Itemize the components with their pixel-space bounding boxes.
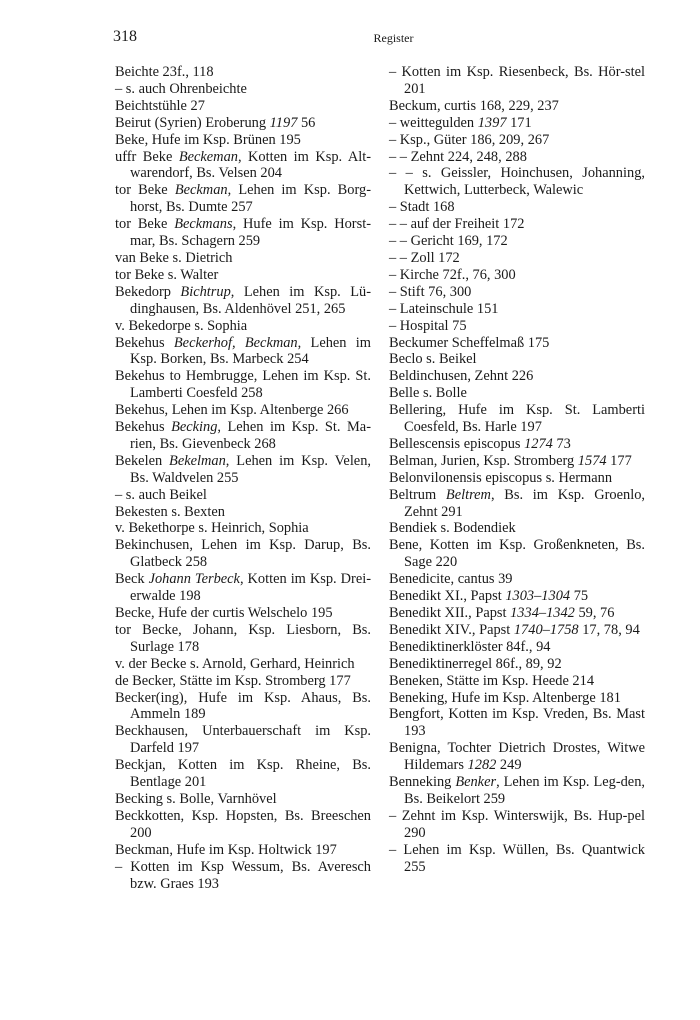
index-entry: Benedicite, cantus 39 — [389, 571, 513, 588]
index-entry: Beck Johann Terbeck, Kotten im Ksp. Drei-erwalde 198 — [115, 571, 371, 605]
index-entry: Bellering, Hufe im Ksp. St. Lamberti Coesfeld, Bs. Harle 197 — [389, 402, 645, 436]
index-entry: Beldinchusen, Zehnt 226 — [389, 368, 534, 385]
index-entry: Beichte 23f., 118 — [115, 64, 214, 80]
index-entry: Beckjan, Kotten im Ksp. Rheine, Bs. Bentlage 201 — [115, 757, 371, 791]
index-entry: Beckhausen, Unterbauerschaft im Ksp. Darfeld 197 — [115, 723, 371, 757]
index-entry: Becke, Hufe der curtis Welschelo 195 — [115, 605, 333, 621]
index-column-left — [115, 64, 371, 892]
index-entry: Beclo s. Beikel — [389, 351, 477, 368]
index-entry: – Stift 76, 300 — [389, 283, 472, 300]
index-entry: – Stadt 168 — [389, 199, 455, 216]
index-entry: – – Gericht 169, 172 — [389, 233, 508, 250]
index-entry: Benedikt XIV., Papst 1740–1758 17, 78, 94 — [389, 621, 640, 638]
index-entry: Beneken, Stätte im Ksp. Heede 214 — [389, 672, 595, 689]
index-entry: Benedikt XI., Papst 1303–1304 75 — [389, 588, 589, 605]
index-entry: v. Bekethorpe s. Heinrich, Sophia — [115, 520, 309, 537]
index-entry: – Zehnt im Ksp. Winterswijk, Bs. Hup-pel 290 — [389, 807, 645, 841]
index-entry: – Kotten im Ksp Wessum, Bs. Averesch bzw. Graes 193 — [115, 858, 371, 892]
page-header — [113, 28, 664, 50]
index-entry: Beltrum Beltrem, Bs. im Ksp. Groenlo, Zehnt 291 — [389, 486, 645, 520]
index-entry: Beichtstühle 27 — [115, 97, 205, 114]
index-entry: tor Becke, Johann, Ksp. Liesborn, Bs. Surlage 178 — [115, 621, 371, 655]
index-entry: uffr Beke Beckeman, Kotten im Ksp. Alt-warendorf, Bs. Velsen 204 — [115, 148, 371, 182]
index-entry: Bendiek s. Bodendiek — [389, 520, 516, 537]
index-entry: Beke, Hufe im Ksp. Brünen 195 — [115, 131, 301, 148]
index-entry: – weittegulden 1397 171 — [389, 114, 532, 131]
index-entry: – s. auch Ohrenbeichte — [115, 80, 247, 97]
index-column-right — [389, 64, 645, 876]
index-entry: – Kirche 72f., 76, 300 — [389, 266, 516, 283]
index-entry: v. der Becke s. Arnold, Gerhard, Heinrich — [115, 655, 355, 672]
index-entry: Benediktinerregel 86f., 89, 92 — [389, 655, 562, 672]
index-entry: – – auf der Freiheit 172 — [389, 216, 525, 233]
index-entry: – Kotten im Ksp. Riesenbeck, Bs. Hör-stel 201 — [389, 64, 645, 97]
index-entry: Benedikt XII., Papst 1334–1342 59, 76 — [389, 605, 615, 621]
index-entry: tor Beke Beckmans, Hufe im Ksp. Horst-mar, Bs. Schagern 259 — [115, 216, 371, 250]
index-entry: – Hospital 75 — [389, 317, 467, 334]
index-entry: Becking s. Bolle, Varnhövel — [115, 790, 277, 807]
index-entry: – – s. Geissler, Hoinchusen, Johanning, Kettwich, Lutterbeck, Walewic — [389, 165, 645, 199]
index-entry: – Ksp., Güter 186, 209, 267 — [389, 131, 550, 148]
index-entry: Bekehus, Lehen im Ksp. Altenberge 266 — [115, 402, 349, 419]
index-entry: Benediktinerklöster 84f., 94 — [389, 638, 551, 655]
index-entry: de Becker, Stätte im Ksp. Stromberg 177 — [115, 672, 351, 689]
index-entry: Beckkotten, Ksp. Hopsten, Bs. Breeschen 200 — [115, 807, 371, 841]
index-entry: Bekehus to Hembrugge, Lehen im Ksp. St. Lamberti Coesfeld 258 — [115, 368, 371, 402]
index-entry: Bene, Kotten im Ksp. Großenkneten, Bs. Sage 220 — [389, 537, 645, 571]
index-entry: Bekelen Bekelman, Lehen im Ksp. Velen, Bs. Waldvelen 255 — [115, 452, 371, 486]
index-entry: Beckum, curtis 168, 229, 237 — [389, 97, 559, 114]
index-entry: – – Zoll 172 — [389, 249, 460, 266]
index-entry: Beneking, Hufe im Ksp. Altenberge 181 — [389, 689, 621, 706]
index-entry: Belle s. Bolle — [389, 385, 467, 402]
index-entry: Bekedorp Bichtrup, Lehen im Ksp. Lü-dinghausen, Bs. Aldenhövel 251, 265 — [115, 283, 371, 317]
index-entry: Benigna, Tochter Dietrich Drostes, Witwe Hildemars 1282 249 — [389, 740, 645, 774]
running-title: Register — [373, 31, 414, 45]
index-entry: – – Zehnt 224, 248, 288 — [389, 148, 527, 165]
index-entry: Beirut (Syrien) Eroberung 1197 56 — [115, 114, 316, 131]
index-entry: – Lehen im Ksp. Wüllen, Bs. Quantwick 255 — [389, 841, 645, 875]
index-entry: Belman, Jurien, Ksp. Stromberg 1574 177 — [389, 452, 632, 469]
page-number: 318 — [113, 28, 137, 45]
index-entry: Bekehus Becking, Lehen im Ksp. St. Ma-rien, Bs. Gievenbeck 268 — [115, 419, 371, 452]
index-entry: – s. auch Beikel — [115, 486, 207, 503]
index-entry: Bellescensis episcopus 1274 73 — [389, 435, 571, 452]
index-entry: tor Beke s. Walter — [115, 266, 219, 283]
index-entry: Beckman, Hufe im Ksp. Holtwick 197 — [115, 841, 337, 858]
index-entry: Benneking Benker, Lehen im Ksp. Leg-den, Bs. Beikelort 259 — [389, 774, 645, 807]
index-entry: v. Bekedorpe s. Sophia — [115, 317, 248, 334]
index-entry: Bengfort, Kotten im Ksp. Vreden, Bs. Mast 193 — [389, 706, 645, 740]
index-entry: Belonvilonensis episcopus s. Hermann — [389, 469, 613, 486]
index-entry: Bekinchusen, Lehen im Ksp. Darup, Bs. Glatbeck 258 — [115, 537, 371, 571]
index-entry: Beckumer Scheffelmaß 175 — [389, 334, 550, 351]
index-entry: van Beke s. Dietrich — [115, 249, 233, 266]
index-entry: Bekesten s. Bexten — [115, 503, 225, 520]
index-entry: – Lateinschule 151 — [389, 300, 499, 317]
index-entry: tor Beke Beckman, Lehen im Ksp. Borg-horst, Bs. Dumte 257 — [115, 182, 371, 216]
index-entry: Bekehus Beckerhof, Beckman, Lehen im Ksp. Borken, Bs. Marbeck 254 — [115, 334, 371, 368]
index-entry: Becker(ing), Hufe im Ksp. Ahaus, Bs. Ammeln 189 — [115, 689, 371, 723]
